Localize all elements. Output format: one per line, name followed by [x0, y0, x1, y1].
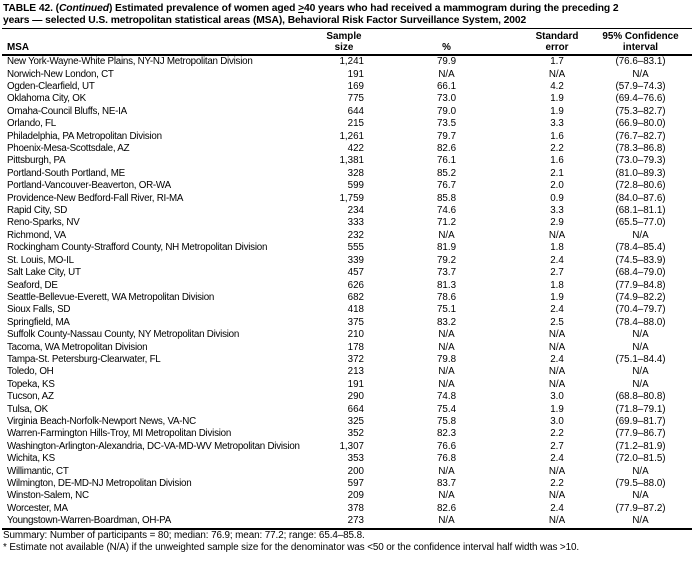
cell-pct: N/A [438, 229, 455, 241]
cell-msa: St. Louis, MO-IL [7, 254, 74, 266]
cell-sample: 210 [347, 329, 364, 341]
cell-pct: 83.7 [436, 478, 457, 489]
cell-sample: 457 [347, 267, 364, 279]
cell-msa: New York-Wayne-White Plains, NY-NJ Metropolitan Division [7, 56, 253, 68]
cell-msa: Tucson, AZ [7, 391, 54, 403]
cell-msa: Rockingham County-Strafford County, NH Metropolitan Division [7, 242, 268, 254]
cell-se: 1.9 [550, 93, 564, 105]
table-number: TABLE 42. [3, 3, 56, 14]
cell-se: N/A [548, 366, 566, 378]
cell-se: 2.7 [550, 440, 564, 452]
cell-sample: 418 [347, 304, 364, 316]
cell-ci: (72.0–81.5) [615, 453, 666, 465]
cell-se: 1.7 [550, 56, 564, 68]
cell-sample: 169 [347, 81, 364, 92]
cell-ci: (70.4–79.7) [615, 304, 666, 316]
cell-msa: Virginia Beach-Norfolk-Newport News, VA-NC [7, 415, 196, 427]
cell-msa: Pittsburgh, PA [7, 155, 66, 167]
cell-msa: Salt Lake City, UT [7, 267, 81, 279]
cell-ci: (77.9–87.2) [615, 502, 666, 514]
cell-sample: 664 [347, 403, 364, 415]
cell-se: 2.4 [550, 502, 564, 514]
cell-pct: 82.6 [436, 502, 457, 514]
cell-msa: Washington-Arlington-Alexandria, DC-VA-MD-WV Metropolitan Division [7, 440, 300, 452]
cell-se: N/A [548, 341, 566, 353]
cell-pct: 82.6 [436, 143, 457, 155]
column-header-sample-size: Sample size [326, 31, 362, 53]
table-row [2, 267, 692, 279]
cell-ci: (74.9–82.2) [615, 291, 666, 303]
table-row [2, 416, 692, 428]
cell-msa: Providence-New Bedford-Fall River, RI-MA [7, 192, 184, 204]
cell-ci: (71.2–81.9) [615, 440, 666, 452]
cell-pct: N/A [438, 366, 455, 378]
cell-sample: 215 [347, 118, 364, 130]
table-row [2, 342, 692, 354]
cell-ci: N/A [632, 490, 649, 502]
table-row [2, 193, 692, 205]
cell-sample: 232 [347, 229, 364, 241]
cell-sample: 191 [347, 68, 364, 80]
cell-msa: Tacoma, WA Metropolitan Division [7, 341, 148, 353]
table-row [2, 106, 692, 118]
cell-msa: Suffolk County-Nassau County, NY Metropolitan Division [7, 329, 240, 341]
cell-msa: Topeka, KS [7, 378, 55, 390]
table-body [2, 56, 692, 529]
cell-se: 2.5 [550, 316, 564, 328]
cell-pct: 83.2 [436, 316, 457, 328]
cell-ci: (74.5–83.9) [615, 254, 666, 266]
table-row [2, 118, 692, 130]
table-row [2, 69, 692, 81]
table-row [2, 242, 692, 254]
continued-label: Continued [58, 3, 109, 14]
table-row [2, 255, 692, 267]
cell-sample: 339 [347, 254, 364, 266]
table-row [2, 292, 692, 304]
table-row [2, 441, 692, 453]
cell-pct: N/A [438, 68, 455, 80]
cell-ci: N/A [632, 341, 649, 353]
cell-se: 0.9 [550, 192, 564, 204]
cell-pct: 76.6 [436, 440, 457, 452]
cell-se: 1.9 [550, 105, 564, 117]
table-row [2, 143, 692, 155]
cell-ci: N/A [632, 229, 649, 241]
cell-ci: (66.9–80.0) [615, 118, 666, 130]
cell-pct: 76.1 [436, 155, 457, 167]
cell-ci: (81.0–89.3) [615, 167, 666, 179]
cell-pct: 78.6 [436, 291, 457, 303]
table-title-line1: TABLE 42. (Continued) Estimated prevalence of women aged >40 years who had received a mammogram during the preceding 2 [3, 3, 619, 14]
cell-sample: 353 [347, 453, 364, 465]
cell-se: 2.4 [550, 304, 564, 316]
cell-msa: Sioux Falls, SD [7, 304, 71, 316]
cell-sample: 555 [347, 242, 364, 254]
cell-sample: 333 [347, 217, 364, 229]
cell-pct: N/A [438, 341, 455, 353]
cell-sample: 378 [347, 502, 364, 514]
cell-sample: 213 [347, 366, 364, 378]
cell-sample: 626 [347, 279, 364, 291]
cell-se: N/A [548, 465, 566, 477]
cell-ci: (77.9–84.8) [615, 279, 666, 291]
cell-ci: (76.7–82.7) [615, 130, 666, 142]
table-row [2, 230, 692, 242]
cell-se: N/A [548, 68, 566, 80]
cell-sample: 273 [347, 515, 364, 527]
cell-pct: 82.3 [436, 428, 457, 440]
cell-sample: 1,261 [339, 130, 364, 142]
cell-sample: 178 [347, 341, 364, 353]
cell-se: N/A [548, 515, 566, 527]
cell-ci: (68.4–79.0) [615, 267, 666, 279]
cell-se: 4.2 [550, 81, 564, 92]
cell-msa: Seaford, DE [7, 279, 58, 291]
cell-se: 2.9 [550, 217, 564, 229]
cell-se: 2.4 [550, 353, 564, 365]
cell-msa: Reno-Sparks, NV [7, 217, 80, 229]
cell-msa: Winston-Salem, NC [7, 490, 89, 502]
cell-sample: 191 [347, 378, 364, 390]
cell-ci: N/A [632, 68, 649, 80]
cell-pct: 85.8 [436, 192, 457, 204]
cell-se: 2.2 [550, 478, 564, 489]
cell-ci: (68.1–81.1) [615, 205, 666, 217]
cell-sample: 372 [347, 353, 364, 365]
cell-ci: (75.1–84.4) [615, 353, 666, 365]
cell-msa: Portland-Vancouver-Beaverton, OR-WA [7, 180, 171, 192]
cell-se: 3.0 [550, 391, 564, 403]
cell-pct: 71.2 [436, 217, 457, 229]
cell-sample: 375 [347, 316, 364, 328]
table-row [2, 155, 692, 167]
table-row [2, 404, 692, 416]
table-row [2, 515, 692, 527]
cell-se: 2.2 [550, 428, 564, 440]
table-header-row [2, 29, 692, 56]
cell-pct: 74.8 [436, 391, 457, 403]
cell-ci: N/A [632, 465, 649, 477]
table-row [2, 428, 692, 440]
cell-sample: 1,307 [339, 440, 364, 452]
cell-sample: 325 [347, 415, 364, 427]
cell-sample: 644 [347, 105, 364, 117]
cell-sample: 234 [347, 205, 364, 217]
cell-msa: Wichita, KS [7, 453, 55, 465]
table-row [2, 180, 692, 192]
column-header-msa: MSA [7, 41, 29, 53]
cell-se: 3.3 [550, 205, 564, 217]
cell-se: N/A [548, 329, 566, 341]
cell-se: 1.6 [550, 130, 564, 142]
cell-se: 2.0 [550, 180, 564, 192]
cell-pct: 75.1 [436, 304, 457, 316]
table-row [2, 317, 692, 329]
summary-line: Summary: Number of participants = 80; median: 76.9; mean: 77.2; range: 65.4–85.8. [3, 529, 365, 541]
cell-ci: (57.9–74.3) [615, 81, 666, 92]
cell-se: 2.2 [550, 143, 564, 155]
cell-ci: N/A [632, 515, 649, 527]
cell-se: 1.8 [550, 279, 564, 291]
cell-ci: (71.8–79.1) [615, 403, 666, 415]
cell-msa: Worcester, MA [7, 502, 68, 514]
column-header-percent: % [442, 41, 451, 53]
cell-pct: 73.7 [436, 267, 457, 279]
cell-se: 2.1 [550, 167, 564, 179]
cell-pct: N/A [438, 515, 455, 527]
table-row [2, 354, 692, 366]
cell-pct: 79.8 [436, 353, 457, 365]
cell-msa: Tulsa, OK [7, 403, 48, 415]
cell-sample: 1,381 [339, 155, 364, 167]
cell-msa: Portland-South Portland, ME [7, 167, 125, 179]
cell-se: 2.7 [550, 267, 564, 279]
cell-sample: 1,241 [339, 56, 364, 68]
cell-msa: Willimantic, CT [7, 465, 69, 477]
column-header-confidence-interval: 95% Confidence interval [602, 31, 679, 53]
cell-msa: Ogden-Clearfield, UT [7, 81, 95, 92]
cell-se: 1.9 [550, 403, 564, 415]
cell-sample: 775 [347, 93, 364, 105]
table-title [2, 3, 692, 29]
cell-msa: Seattle-Bellevue-Everett, WA Metropolitan Division [7, 291, 215, 303]
cell-pct: 73.0 [436, 93, 457, 105]
cell-se: N/A [548, 229, 566, 241]
cell-sample: 290 [347, 391, 364, 403]
cell-ci: (68.8–80.8) [615, 391, 666, 403]
cell-pct: N/A [438, 465, 455, 477]
table-row [2, 168, 692, 180]
table-row [2, 280, 692, 292]
cell-pct: 74.6 [436, 205, 457, 217]
cell-ci: N/A [632, 366, 649, 378]
cell-msa: Toledo, OH [7, 366, 54, 378]
cell-pct: 79.7 [436, 130, 457, 142]
cell-se: 2.4 [550, 453, 564, 465]
table-footer [2, 530, 692, 555]
cell-ci: (78.4–85.4) [615, 242, 666, 254]
cell-ci: (84.0–87.6) [615, 192, 666, 204]
table-row [2, 304, 692, 316]
table-row [2, 453, 692, 465]
cell-pct: 66.1 [436, 81, 457, 92]
greater-equal-symbol: > [298, 3, 305, 14]
table-row [2, 466, 692, 478]
cell-msa: Richmond, VA [7, 229, 66, 241]
footnote-line: * Estimate not available (N/A) if the unweighted sample size for the denominator was <50 or the confidence interval half width was >10. [3, 542, 580, 554]
cell-msa: Wilmington, DE-MD-NJ Metropolitan Division [7, 478, 192, 489]
cell-msa: Youngstown-Warren-Boardman, OH-PA [7, 515, 171, 527]
cell-sample: 1,759 [339, 192, 364, 204]
table-title-line2: years — selected U.S. metropolitan statistical areas (MSA), Behavioral Risk Factor Surveillance System, 2002 [3, 15, 527, 26]
cell-msa: Tampa-St. Petersburg-Clearwater, FL [7, 353, 161, 365]
cell-ci: N/A [632, 329, 649, 341]
cell-msa: Norwich-New London, CT [7, 68, 114, 80]
table-row [2, 217, 692, 229]
cell-msa: Omaha-Council Bluffs, NE-IA [7, 105, 127, 117]
cell-sample: 200 [347, 465, 364, 477]
cell-msa: Phoenix-Mesa-Scottsdale, AZ [7, 143, 130, 155]
table-row [2, 366, 692, 378]
cell-msa: Philadelphia, PA Metropolitan Division [7, 130, 162, 142]
cell-ci: (65.5–77.0) [615, 217, 666, 229]
cell-sample: 599 [347, 180, 364, 192]
cell-pct: 75.8 [436, 415, 457, 427]
cell-ci: (78.4–88.0) [615, 316, 666, 328]
cell-se: 1.8 [550, 242, 564, 254]
cell-ci: (75.3–82.7) [615, 105, 666, 117]
cell-pct: N/A [438, 329, 455, 341]
cell-msa: Oklahoma City, OK [7, 93, 86, 105]
cell-ci: (77.9–86.7) [615, 428, 666, 440]
cell-pct: N/A [438, 490, 455, 502]
table-row [2, 478, 692, 490]
cell-se: 3.0 [550, 415, 564, 427]
table-row [2, 131, 692, 143]
cell-pct: 81.9 [436, 242, 457, 254]
cell-msa: Springfield, MA [7, 316, 70, 328]
cell-pct: 75.4 [436, 403, 457, 415]
cell-msa: Rapid City, SD [7, 205, 68, 217]
table-row [2, 205, 692, 217]
table-row [2, 391, 692, 403]
cell-msa: Warren-Farmington Hills-Troy, MI Metropolitan Division [7, 428, 232, 440]
cell-msa: Orlando, FL [7, 118, 56, 130]
cell-sample: 328 [347, 167, 364, 179]
cell-ci: (72.8–80.6) [615, 180, 666, 192]
cell-ci: (79.5–88.0) [615, 478, 666, 489]
cell-pct: 73.5 [436, 118, 457, 130]
cell-sample: 682 [347, 291, 364, 303]
cell-se: 1.9 [550, 291, 564, 303]
column-header-standard-error: Standard error [535, 31, 579, 53]
cell-pct: 76.8 [436, 453, 457, 465]
cell-pct: 85.2 [436, 167, 457, 179]
cell-se: 2.4 [550, 254, 564, 266]
cell-ci: (78.3–86.8) [615, 143, 666, 155]
table-row [2, 503, 692, 515]
cell-sample: 422 [347, 143, 364, 155]
cell-se: 3.3 [550, 118, 564, 130]
cell-ci: (69.4–76.6) [615, 93, 666, 105]
cell-sample: 597 [347, 478, 364, 489]
cell-se: N/A [548, 490, 566, 502]
table-row [2, 56, 692, 68]
cell-pct: 79.0 [436, 105, 457, 117]
cell-ci: N/A [632, 378, 649, 390]
cell-pct: N/A [438, 378, 455, 390]
table-row [2, 93, 692, 105]
cell-ci: (76.6–83.1) [615, 56, 666, 68]
cell-ci: (73.0–79.3) [615, 155, 666, 167]
cell-pct: 76.7 [436, 180, 457, 192]
cell-pct: 79.9 [436, 56, 457, 68]
cell-ci: (69.9–81.7) [615, 415, 666, 427]
cell-pct: 79.2 [436, 254, 457, 266]
cell-sample: 352 [347, 428, 364, 440]
cell-sample: 209 [347, 490, 364, 502]
cell-pct: 81.3 [436, 279, 457, 291]
table-row [2, 329, 692, 341]
table-row [2, 379, 692, 391]
cell-se: 1.6 [550, 155, 564, 167]
cell-se: N/A [548, 378, 566, 390]
table-row [2, 490, 692, 502]
table-row [2, 81, 692, 93]
